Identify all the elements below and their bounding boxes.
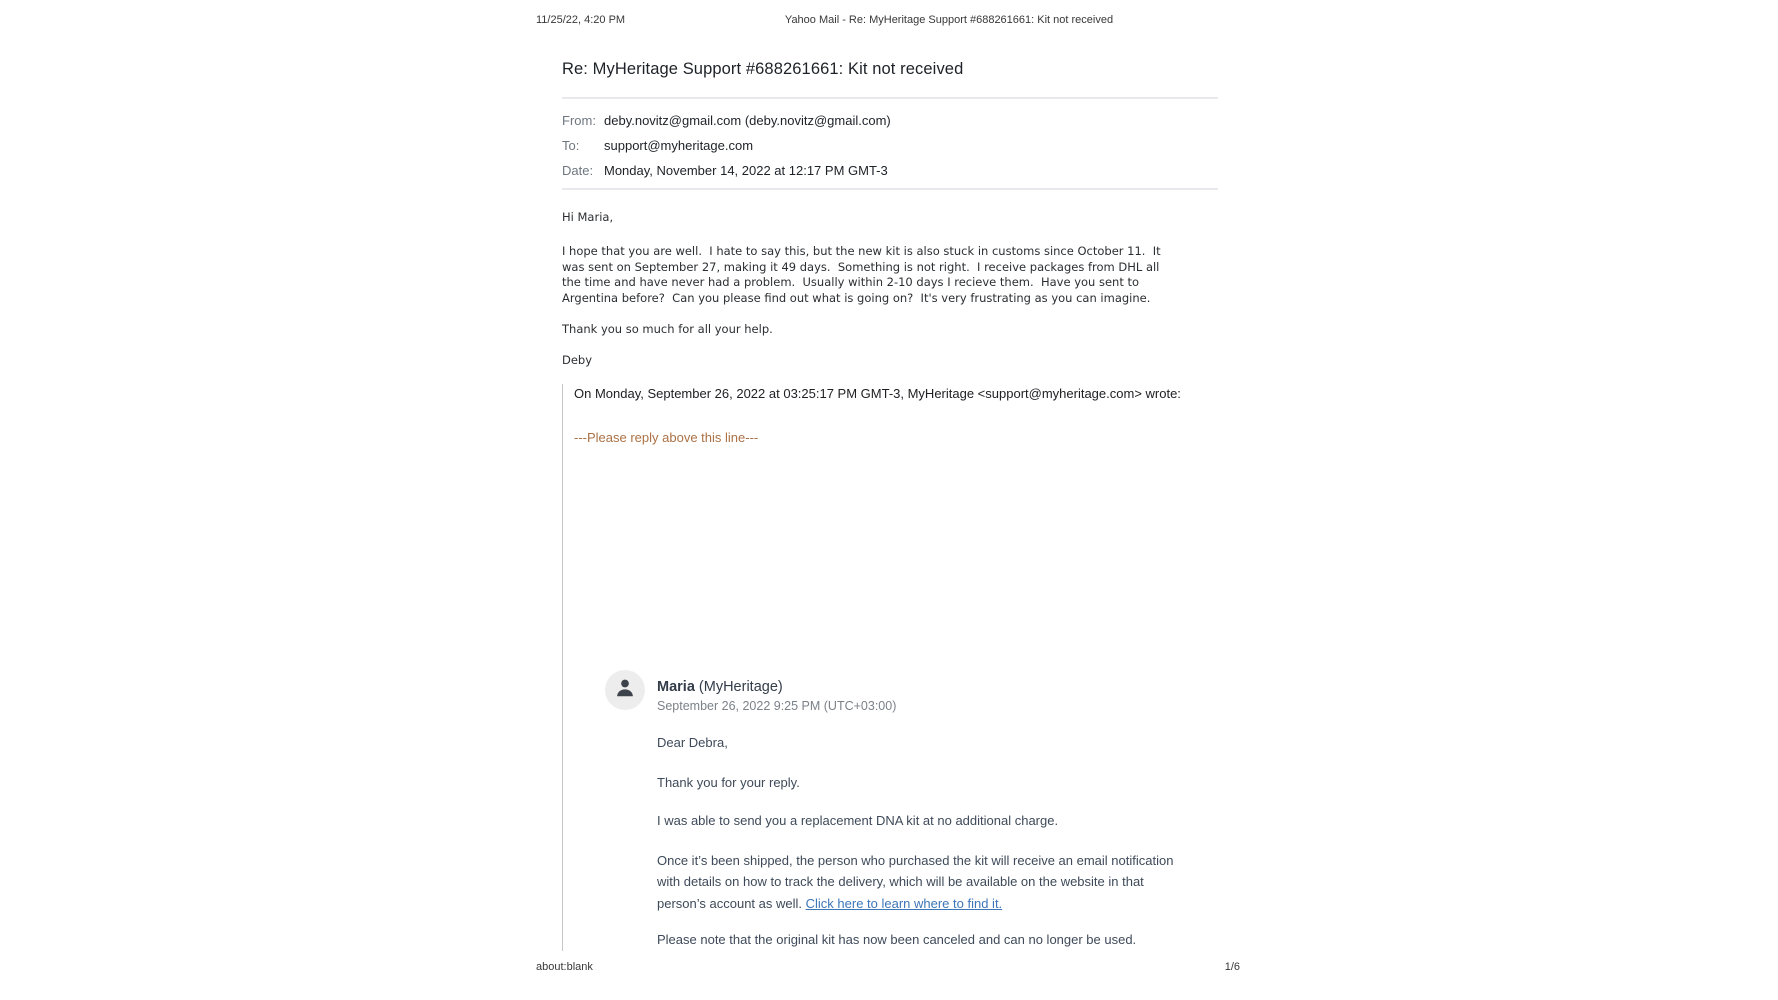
print-header-datetime: 11/25/22, 4:20 PM (536, 14, 626, 26)
meta-row-date (562, 158, 1218, 183)
learn-where-to-find-link[interactable]: Click here to learn where to find it. (805, 895, 1003, 911)
date-value: Monday, November 14, 2022 at 12:17 PM GMT-3 (604, 163, 888, 178)
quote-attribution: On Monday, September 26, 2022 at 03:25:17 PM GMT-3, MyHeritage <support@myheritage.com> wrote: (574, 386, 1181, 401)
meta-row-to (562, 133, 1218, 158)
date-label: Date: (562, 163, 594, 178)
from-label: From: (562, 113, 596, 128)
reply-paragraph-3 (657, 850, 1177, 915)
reply-author-name: Maria (657, 679, 695, 695)
print-footer (536, 961, 1240, 973)
avatar (605, 670, 645, 710)
message-paragraph-line: the time and have never had a problem. Usually within 2-10 days I recieve them. Have you sent to (562, 275, 1140, 289)
message-paragraph-line: Argentina before? Can you please find out what is going on? It's very frustrating as you can imagine. (562, 290, 1151, 305)
email-subject: Re: MyHeritage Support #688261661: Kit not received (562, 60, 964, 78)
from-value: deby.novitz@gmail.com (deby.novitz@gmail.com) (604, 113, 891, 128)
meta-separator (562, 188, 1218, 190)
message-body (562, 209, 1218, 368)
reply-paragraph-3-text: Once it’s been shipped, the person who purchased the kit will receive an email notification with details on how to track the delivery, which will be available on the website in that person’s account as well. (657, 852, 1174, 911)
reply-author-org: (MyHeritage) (698, 679, 783, 695)
reply-timestamp: September 26, 2022 9:25 PM (UTC+03:00) (657, 699, 897, 713)
message-paragraph-line: I hope that you are well. I hate to say this, but the new kit is also stuck in customs since October 11. It (562, 244, 1161, 258)
reply-author-block (645, 670, 896, 715)
message-signature: Deby (562, 353, 593, 367)
to-value: support@myheritage.com (604, 138, 754, 153)
print-footer-url: about:blank (536, 961, 593, 973)
reply-author-line (657, 678, 896, 697)
reply-body (657, 732, 1177, 951)
reply-above-line-notice: ---Please reply above this line--- (574, 430, 759, 445)
reply-paragraph-2: I was able to send you a replacement DNA kit at no additional charge. (657, 813, 1059, 828)
reply-header (574, 670, 1218, 715)
print-footer-page-indicator: 1/6 (1224, 961, 1240, 973)
reply-paragraph-4: Please note that the original kit has now been canceled and can no longer be used. (657, 932, 1137, 947)
message-paragraph-line: was sent on September 27, making it 49 days. Something is not right. I receive packages from DHL all (562, 259, 1160, 274)
reply-salutation: Dear Debra, (657, 735, 728, 750)
message-thanks: Thank you so much for all your help. (562, 322, 773, 336)
email-meta (562, 108, 1218, 183)
person-avatar-icon (614, 677, 636, 704)
email-content (562, 0, 1218, 951)
message-greeting: Hi Maria, (562, 210, 614, 224)
reply-paragraph-1: Thank you for your reply. (657, 774, 800, 790)
meta-row-from (562, 108, 1218, 133)
message-paragraph (562, 244, 1218, 306)
quoted-block (562, 384, 1218, 951)
subject-separator (562, 97, 1218, 99)
print-header-title: Yahoo Mail - Re: MyHeritage Support #688261661: Kit not received (784, 14, 1114, 26)
to-label: To: (562, 138, 580, 153)
